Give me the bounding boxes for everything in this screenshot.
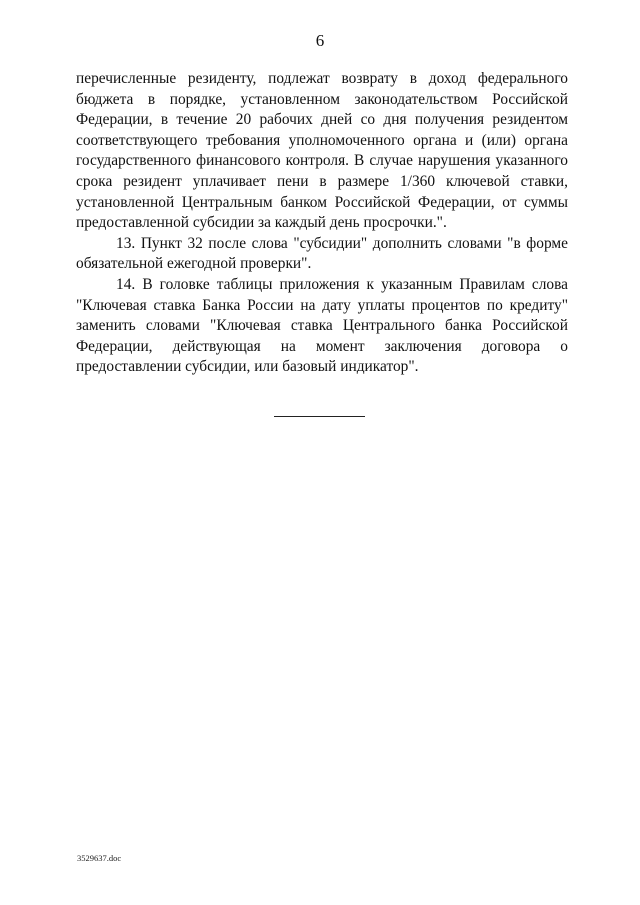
page-number: 6	[315, 31, 325, 50]
document-file-id: 3529637.doc	[77, 853, 122, 863]
end-separator-line	[274, 416, 365, 417]
document-body	[76, 69, 568, 378]
paragraph-item-14: 14. В головке таблицы приложения к указанным Правилам слова "Ключевая ставка Банка России на дату уплаты процентов по кредиту" заменить словами "Ключевая ставка Центрального банка Российской Федерации, действующая на момент заключения договора о предоставлении субсидии, или базовый индикатор".	[76, 275, 568, 376]
paragraph-item-13: 13. Пункт 32 после слова "субсидии" дополнить словами "в форме обязательной ежегодной проверки".	[76, 234, 568, 273]
paragraph-continuation: перечисленные резиденту, подлежат возврату в доход федерального бюджета в порядке, установленном законодательством Российской Федерации, в течение 20 рабочих дней со дня получения резидентом соответствующего требования уполномоченного органа и (или) органа государственного финансового контроля. В случае нарушения указанного срока резидент уплачивает пени в размере 1/360 ключевой ставки, установленной Центральным банком Российской Федерации, от суммы предоставленной субсидии за каждый день просрочки.".	[76, 70, 568, 232]
